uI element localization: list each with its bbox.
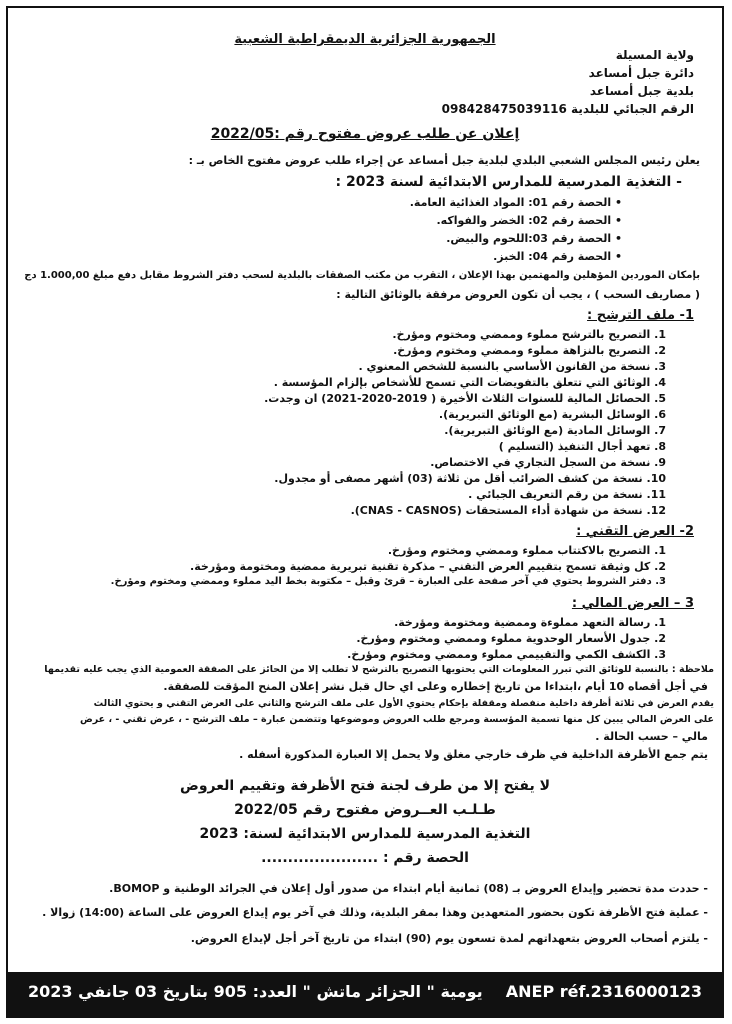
announcement-title: إعلان عن طلب عروض مفتوح رقم :2022/05	[210, 126, 520, 142]
tax-id-line: الرقم الجبائي للبلدية 098428475039116	[441, 102, 694, 116]
envelope-line: لا يفتح إلا من طرف لجنة فتح الأظرفة وتقييم العروض	[179, 778, 551, 794]
financial-item: 2. جدول الأسعار الوحدوية مملوء وممضي ومختوم ومؤرخ.	[356, 632, 666, 645]
technical-item: 1. التصريح بالاكتتاب مملوء وممضي ومختوم ومؤرخ.	[387, 544, 666, 557]
financial-item: 3. الكشف الكمي والتقييمي مملوء وممضي ومختوم ومؤرخ.	[347, 648, 666, 661]
candidacy-item: 4. الوثائق التي تتعلق بالتفويضات التي تسمح للأشخاص بإلزام المؤسسة .	[273, 376, 666, 389]
eligibility-text: بإمكان الموردين المؤهلين والمهتمين بهذا الإعلان ، التقرب من مكتب الصفقات بالبلدية لسحب دفتر الشروط مقابل دفع مبلغ 1.000,00 دج	[24, 270, 700, 281]
closing-line: - حددت مدة تحضير وإيداع العروض بـ (08) ثمانية أيام ابتداء من صدور أول إعلان في الجرائد الوطنية و BOMOP.	[109, 882, 708, 895]
envelope-line: الحصة رقم : ......................	[261, 850, 469, 866]
candidacy-item: 1. التصريح بالترشح مملوء وممضي ومختوم ومؤرخ.	[392, 328, 666, 341]
candidacy-title: 1- ملف الترشح :	[587, 308, 694, 323]
republic-header: الجمهورية الجزائرية الديمقراطية الشعبية	[234, 32, 496, 47]
technical-item: 3. دفتر الشروط يحتوي في آخر صفحة على العبارة – قرئ وقبل – مكتوبة بخط اليد مملوء وممضي ومختوم ومؤرخ.	[110, 576, 666, 587]
lot-item: • الحصة رقم 04: الخبز.	[493, 250, 622, 263]
envelope-line: طـلـب العــروض مفتوح رقم 2022/05	[234, 802, 496, 818]
financial-item: 1. رسالة التعهد مملوءة وممضية ومختومة ومؤرخة.	[394, 616, 666, 629]
candidacy-item: 8. تعهد أجال التنفيذ (التسليم )	[498, 440, 666, 453]
subject-text: - التغذية المدرسية للمدارس الابتدائية لسنة 2023 :	[335, 174, 682, 190]
technical-item: 2. كل وثيقة تسمح بتقييم العرض التقني – مذكرة تقنية تبريرية ممضية ومختومة ومؤرخة.	[190, 560, 666, 573]
financial-title: 3 – العرض المالي :	[571, 596, 694, 611]
lot-item: • الحصة رقم 03:اللحوم والبيض.	[446, 232, 622, 245]
wilaya-line: ولاية المسيلة	[615, 48, 694, 62]
anep-reference: ANEP réf.2316000123	[505, 982, 702, 1001]
note-line: على العرض المالي يبين كل منها تسمية المؤسسة ومرجع طلب العروض وموضوعها وتتضمن عبارة – ملف الترشح - ، عرض تقني - ، عرض	[79, 714, 714, 725]
daira-line: دائرة جبل أمساعد	[588, 66, 694, 80]
candidacy-item: 10. نسخة من كشف الضرائب أقل من ثلاثة (03) أشهر مصفى أو مجدول.	[274, 472, 666, 485]
announcement-page	[6, 6, 724, 1018]
candidacy-item: 2. التصريح بالنزاهة مملوء وممضي ومختوم ومؤرخ.	[393, 344, 666, 357]
eligibility-text-2: ( مصاريف السحب ) ، يجب أن تكون العروض مرفقة بالوثائق التالية :	[336, 288, 700, 301]
closing-line: - يلتزم أصحاب العروض بتعهداتهم لمدة تسعون يوم (90) ابتداء من تاريخ آخر أجل لإيداع العروض.	[190, 932, 708, 945]
technical-title: 2- العرض التقني :	[576, 524, 694, 539]
intro-text: يعلن رئيس المجلس الشعبي البلدي لبلدية جبل أمساعد عن إجراء طلب عروض مفتوح الخاص بـ :	[188, 154, 700, 167]
note-line: ملاحظة : بالنسبة للوثائق التي تبرر المعلومات التي يحتويها التصريح بالترشح لا تطلب إلا من الحائز على الصفقة العمومية الذي يجب عليه تقديمها	[44, 664, 714, 675]
publication-info: يومية " الجزائر ماتش " العدد: 905 بتاريخ 03 جانفي 2023	[28, 982, 483, 1001]
note-line: يقدم العرض في ثلاثة أظرفة داخلية منفصلة ومقفلة بإحكام يحتوي الأول على ملف الترشح والثاني على العرض التقني و يحتوي الثالث	[93, 698, 714, 709]
candidacy-item: 12. نسخة من شهادة أداء المستحقات (CNAS - CASNOS).	[350, 504, 666, 517]
footer-bar	[8, 972, 722, 1016]
note-line: في أجل أقصاه 10 أيام ،ابتداءا من تاريخ إخطاره وعلى اي حال قبل نشر إعلان المنح المؤقت للصفقة.	[163, 680, 708, 693]
candidacy-item: 3. نسخة من القانون الأساسي بالنسبة للشخص المعنوي .	[358, 360, 666, 373]
lot-item: • الحصة رقم 02: الخضر والفواكه.	[436, 214, 622, 227]
candidacy-item: 6. الوسائل البشرية (مع الوثائق التبريرية).	[438, 408, 666, 421]
envelope-line: التغذية المدرسية للمدارس الابتدائية لسنة: 2023	[199, 826, 531, 842]
note-line: مالي – حسب الحالة .	[595, 730, 708, 743]
lot-item: • الحصة رقم 01: المواد الغذائية العامة.	[409, 196, 622, 209]
note-line: يتم جمع الأظرفة الداخلية في ظرف خارجي مغلق ولا يحمل إلا العبارة المذكورة أسفله .	[239, 748, 708, 761]
closing-line: - عملية فتح الأظرفة تكون بحضور المتعهدين وهذا بمقر البلدية، وذلك في آخر يوم إيداع العروض على الساعة (14:00) زوالا .	[42, 906, 708, 919]
candidacy-item: 11. نسخة من رقم التعريف الجبائي .	[468, 488, 666, 501]
candidacy-item: 7. الوسائل المادية (مع الوثائق التبريرية).	[444, 424, 666, 437]
candidacy-item: 9. نسخة من السجل التجاري في الاختصاص.	[430, 456, 666, 469]
commune-line: بلدية جبل أمساعد	[589, 84, 694, 98]
candidacy-item: 5. الحصائل المالية للسنوات الثلاث الأخيرة ( 2019-2020-2021) ان وجدت.	[264, 392, 666, 405]
